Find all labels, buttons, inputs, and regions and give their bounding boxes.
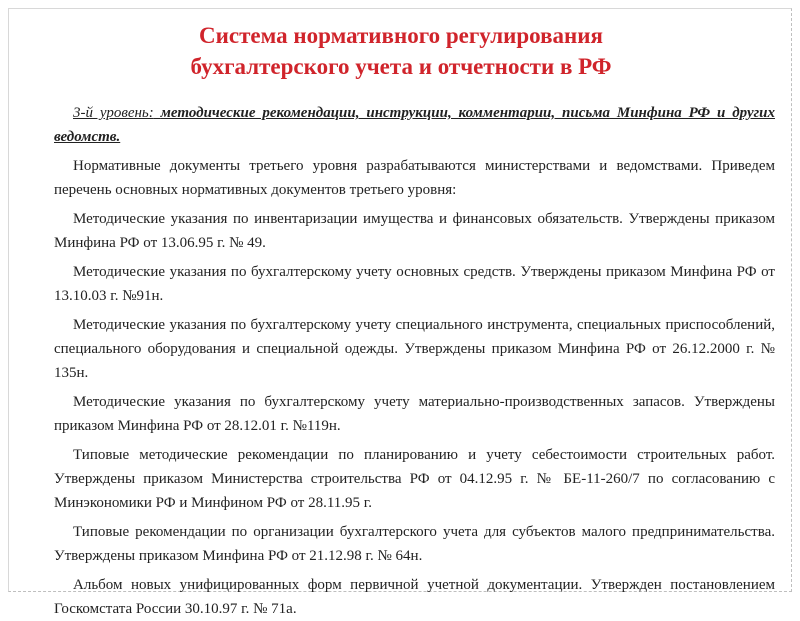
slide (8, 8, 792, 617)
document-item-inventory: Методические указания по инвентаризации имущества и финансовых обязательств. Утверждены приказом Минфина РФ от 13.06.95 г. № 49. (54, 211, 775, 251)
slide-body (54, 101, 775, 621)
intro-paragraph: Нормативные документы третьего уровня разрабатываются министерствами и ведомствами. Приведем перечень основных нормативных документов третьего уровня: (54, 158, 775, 198)
level-description: методические рекомендации, инструкции, комментарии, письма Минфина РФ и других ведомств. (54, 105, 776, 145)
slide-title (9, 20, 793, 82)
slide-title-line-1: Система нормативного регулирования (199, 23, 603, 48)
document-item-small-business: Типовые рекомендации по организации бухгалтерского учета для субъектов малого предпринимательства. Утверждены приказом Минфина РФ от 21.12.98 г. № 64н. (54, 524, 775, 564)
document-item-inventories: Методические указания по бухгалтерскому учету материально-производственных запасов. Утверждены приказом Минфина РФ от 28.12.01 г. №119н. (54, 394, 775, 434)
level-heading (54, 101, 775, 149)
document-item-fixed-assets: Методические указания по бухгалтерскому учету основных средств. Утверждены приказом Минфина РФ от 13.10.03 г. №91н. (54, 264, 775, 304)
slide-title-line-2: бухгалтерского учета и отчетности в РФ (190, 54, 612, 79)
document-item-special-tools: Методические указания по бухгалтерскому учету специального инструмента, специальных приспособлений, специального оборудования и специальной одежды. Утверждены приказом Минфина РФ от 26.12.2000 г. № 135н. (54, 317, 775, 381)
document-item-construction-costs: Типовые методические рекомендации по планированию и учету себестоимости строительных работ. Утверждены приказом Министерства строительства РФ от 04.12.95 г. № БЕ-11-260/7 по согласованию с Минэкономики РФ и Минфином РФ от 28.11.95 г. (54, 447, 775, 511)
level-label: 3-й уровень: (73, 105, 154, 121)
document-item-primary-forms: Альбом новых унифицированных форм первичной учетной документации. Утвержден постановлением Госкомстата России 30.10.97 г. № 71а. (54, 577, 775, 617)
